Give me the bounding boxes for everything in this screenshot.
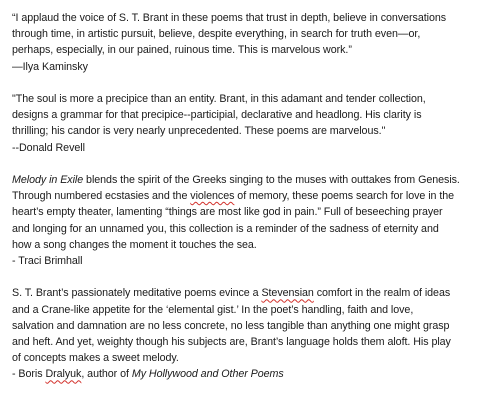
- text-line: [12, 334, 496, 350]
- text-line: [12, 59, 496, 75]
- text-run: “I applaud the voice of S. T. Brant in these poems that trust in depth, believe in conversations: [12, 12, 447, 24]
- text-line: [12, 123, 496, 139]
- text-line: [12, 172, 496, 188]
- text-line: [12, 221, 496, 237]
- italic-title: Melody in Exile: [12, 174, 84, 186]
- text-run: heart’s empty theater, lamenting “things are most like god in pain.” Full of beseeching prayer: [12, 206, 443, 219]
- text-run: Through numbered ecstasies and the: [12, 190, 191, 203]
- text-run: "The soul is more a precipice than an entity. Brant, in this adamant and tender collection,: [12, 93, 426, 105]
- text-run: designs a grammar for that precipice--participial, declarative and headlong. His clarity is: [12, 109, 422, 122]
- spellcheck-word: Dralyuk: [45, 368, 82, 381]
- blurb-dralyuk: [12, 285, 496, 382]
- spellcheck-word: Stevensian: [261, 287, 314, 300]
- text-run: of concepts makes a sweet melody.: [12, 352, 179, 365]
- text-run: —Ilya Kaminsky: [12, 60, 88, 73]
- italic-title: My Hollywood and Other Poems: [131, 368, 284, 381]
- text-run: salvation and damnation are no less concrete, no less tangible than anything one might grasp: [12, 319, 450, 332]
- text-run: through time, in artistic pursuit, believe, despite everything, in search for truth even—or,: [12, 28, 421, 41]
- text-run: of memory, these poems search for love in the: [234, 190, 455, 203]
- text-line: [12, 91, 496, 107]
- text-line: [12, 253, 496, 269]
- text-run: how a song changes the moment it touches the sea.: [12, 238, 257, 251]
- spellcheck-word: violences: [190, 190, 235, 203]
- text-run: and a Crane-like appetite for the ‘elemental gist.’ In the poet’s handling, faith and love,: [12, 303, 414, 316]
- text-line: [12, 350, 496, 366]
- text-run: , author of: [81, 368, 132, 381]
- blurb-brimhall: [12, 172, 496, 269]
- text-line: [12, 318, 496, 334]
- document-body: [12, 10, 496, 383]
- text-line: [12, 42, 496, 58]
- blurb-revell: [12, 91, 496, 156]
- text-run: and longing for an unnamed you, this collection is a reminder of the sadness of eternity and: [12, 222, 439, 235]
- text-run: - Boris: [12, 368, 46, 381]
- text-line: [12, 140, 496, 156]
- text-line: [12, 107, 496, 123]
- text-run: comfort in the realm of ideas: [313, 287, 451, 300]
- text-line: [12, 188, 496, 204]
- text-line: [12, 10, 496, 26]
- text-run: --Donald Revell: [12, 141, 85, 154]
- text-run: and heft. And yet, weighty though his subjects are, Brant’s language holds them aloft. His play: [12, 336, 451, 349]
- text-run: - Traci Brimhall: [12, 255, 83, 268]
- text-run: thrilling; his candor is very nearly unprecedented. These poems are marvelous.": [12, 125, 386, 138]
- text-line: [12, 204, 496, 220]
- text-line: [12, 285, 496, 301]
- text-line: [12, 26, 496, 42]
- text-run: blends the spirit of the Greeks singing to the muses with outtakes from Genesis.: [83, 174, 460, 186]
- text-line: [12, 302, 496, 318]
- text-run: S. T. Brant’s passionately meditative poems evince a: [12, 287, 262, 300]
- text-run: perhaps, especially, in our pained, ruinous time. This is marvelous work.”: [12, 44, 352, 57]
- text-line: [12, 237, 496, 253]
- text-line: [12, 366, 496, 382]
- blurb-kaminsky: [12, 10, 496, 75]
